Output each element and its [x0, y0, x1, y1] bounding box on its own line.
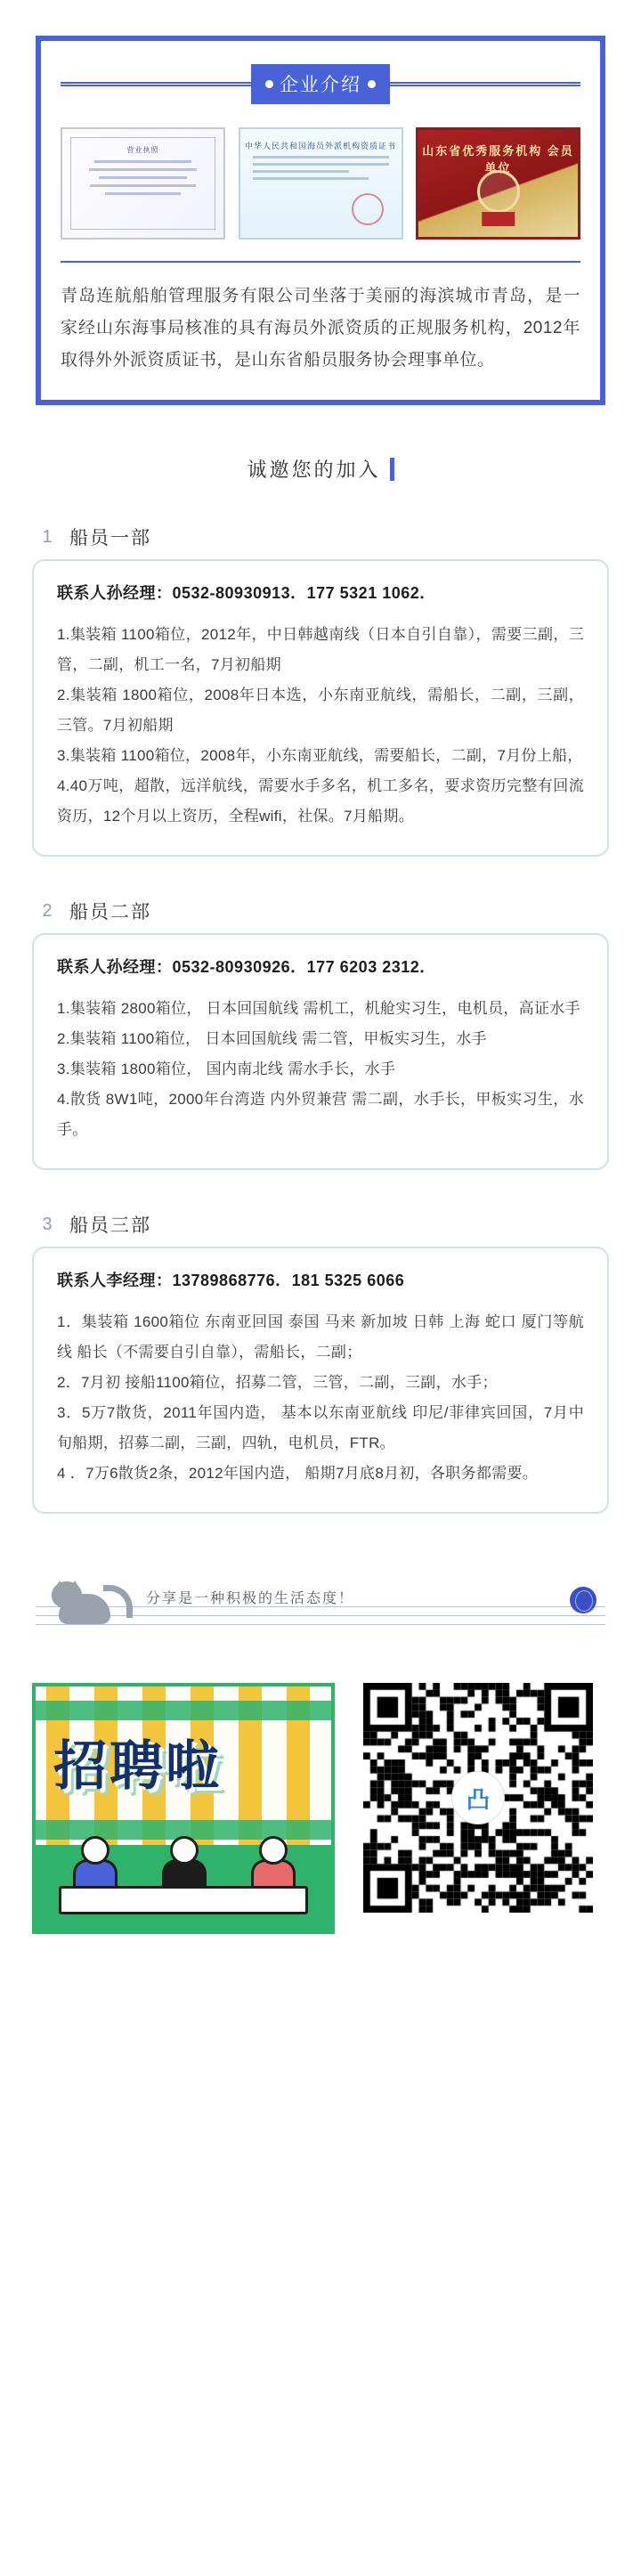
- job-line: 3．5万7散货，2011年国内造， 基本以东南亚航线 印尼/菲律宾回国，7月中旬船期，招募二副，三副，四轨，电机员，FTR。: [57, 1404, 584, 1452]
- certificate-frame: [70, 137, 215, 230]
- cat-ear: [68, 1581, 82, 1592]
- cat-ear: [53, 1581, 67, 1592]
- qr-code[interactable]: [363, 1683, 593, 1913]
- title-rule-left: [61, 82, 251, 86]
- job-contact: 联系人李经理：13789868776．181 5325 6066: [57, 1272, 405, 1290]
- job-section-1: [32, 524, 609, 857]
- poster-table: [59, 1886, 308, 1914]
- title-rule-right: [390, 82, 580, 86]
- text-line: [253, 177, 369, 180]
- certificate-row: [61, 127, 580, 240]
- job-title: 船员一部: [69, 528, 151, 549]
- job-line: 2.集装箱 1100箱位， 日本回国航线 需二管，甲板实习生，水手: [57, 1030, 487, 1048]
- job-line: 2．7月初 接船1100箱位，招募二管，三管，二副，三副，水手；: [57, 1374, 498, 1392]
- poster-person: [71, 1836, 119, 1891]
- job-line: 4 ．7万6散货2条，2012年国内造， 船期7月底8月初，各职务都需要。: [57, 1465, 539, 1483]
- company-intro-card: [36, 36, 605, 405]
- job-body: [32, 559, 609, 857]
- job-header: [32, 898, 609, 933]
- recruitment-poster: [32, 1683, 335, 1934]
- job-line: 2.集装箱 1800箱位，2008年日本选，小东南亚航线，需船长，二副，三副，三管。7月初船期: [57, 687, 584, 735]
- job-contact: 联系人孙经理：0532-80930926．177 6203 2312．: [57, 958, 436, 977]
- poster-title: 招聘啦: [53, 1736, 222, 1797]
- qr-center-logo-glyph: 凸: [466, 1785, 490, 1813]
- job-line: 1.集装箱 1100箱位，2012年，中日韩越南线（日本自引自靠），需要三副，三管，二副，机工一名，7月初船期: [57, 626, 584, 674]
- job-line: 4.40万吨，超散，远洋航线，需要水手多名，机工多名，要求资历完整有回流资历，12个月以上资历，全程wifi，社保。7月船期。: [57, 777, 584, 825]
- job-number: 2: [42, 900, 53, 921]
- cat-icon: [52, 1574, 126, 1629]
- text-line: [253, 163, 389, 166]
- job-line: 4.散货 8W1吨，2000年台湾造 内外贸兼营 需二副，水手长，甲板实习生，水手。: [57, 1091, 584, 1139]
- job-number: 3: [42, 1214, 53, 1234]
- company-intro-paragraph: 青岛连航船舶管理服务有限公司坐落于美丽的海滨城市青岛，是一家经山东海事局核准的具有海员外派资质的正规服务机构，2012年取得外外派资质证书，是山东省船员服务协会理事单位。: [61, 287, 580, 370]
- certificate-award-plaque: [416, 127, 580, 240]
- certificate-business-license-caption: 营业执照: [126, 146, 159, 154]
- intro-section-title: [251, 64, 390, 104]
- cat-head: [52, 1581, 82, 1608]
- bottom-row: [32, 1683, 609, 1934]
- share-strip: [36, 1555, 605, 1660]
- poster-person-head: [81, 1836, 110, 1865]
- job-contact: 联系人孙经理：0532-80930913．177 5321 1062．: [57, 584, 436, 603]
- job-line: 1.集装箱 2800箱位， 日本回国航线 需机工，机舱实习生，电机员，高证水手: [57, 1000, 580, 1018]
- certificate-crew-service-license: [239, 127, 403, 240]
- job-body: [32, 1247, 609, 1514]
- job-number: 1: [42, 526, 53, 547]
- dot-left-icon: [265, 80, 273, 88]
- job-section-2: [32, 898, 609, 1170]
- invite-heading-text: 诚邀您的加入: [247, 459, 381, 482]
- intro-divider: [61, 261, 580, 263]
- job-title: 船员二部: [69, 902, 151, 923]
- certificate-crew-service-license-caption: 中华人民共和国海员外派机构资质证书: [244, 142, 396, 150]
- red-seal-icon: [352, 193, 384, 225]
- invite-accent-bar: [390, 458, 394, 481]
- plaque-ribbon: [482, 212, 515, 226]
- certificate-award-plaque-caption: 山东省优秀服务机构 会员单位: [422, 144, 574, 175]
- job-body: [32, 933, 609, 1170]
- job-header: [32, 1211, 609, 1247]
- qr-center-logo: [452, 1772, 504, 1824]
- intro-section-title-text: 企业介绍: [280, 75, 361, 95]
- job-section-3: [32, 1211, 609, 1514]
- qr-wrap: [347, 1683, 609, 1934]
- intro-title-row: [61, 64, 580, 104]
- job-header: [32, 524, 609, 559]
- text-line: [253, 156, 389, 158]
- poster-person: [160, 1836, 208, 1891]
- job-line: 1．集装箱 1600箱位 东南亚回国 泰国 马来 新加坡 日韩 上海 蛇口 厦门等航线 船长（不需要自引自靠），需船长，二副；: [57, 1313, 584, 1361]
- poster-stripe-h: [36, 1701, 331, 1720]
- job-line: 3.集装箱 1100箱位，2008年，小东南亚航线，需要船长，二副，7月份上船，: [57, 747, 583, 765]
- job-title: 船员三部: [69, 1215, 151, 1237]
- share-text: 分享是一种积极的生活态度！: [146, 1591, 355, 1607]
- dot-right-icon: [368, 80, 376, 88]
- invite-heading: [0, 455, 641, 483]
- poster-person-head: [170, 1836, 199, 1865]
- certificate-business-license: [61, 127, 225, 240]
- job-line: 3.集装箱 1800箱位， 国内南北线 需水手长，水手: [57, 1060, 396, 1078]
- poster-person-head: [259, 1836, 288, 1865]
- poster-person: [249, 1836, 297, 1891]
- text-line: [253, 170, 350, 173]
- gold-seal-icon: [477, 170, 520, 213]
